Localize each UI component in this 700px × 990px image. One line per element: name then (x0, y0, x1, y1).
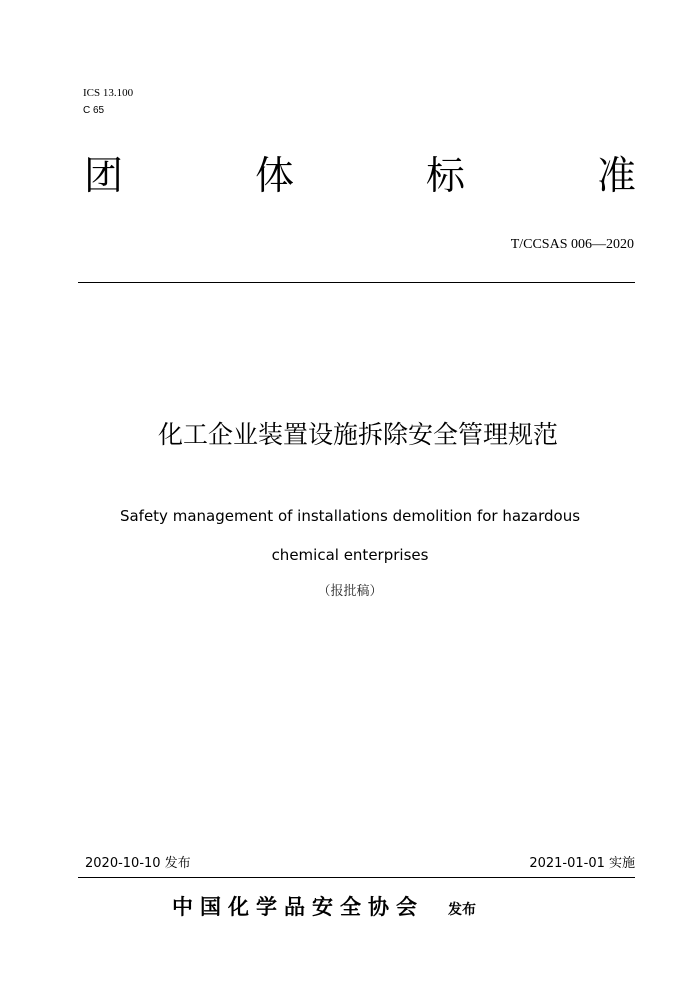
standard-number: T/CCSAS 006—2020 (510, 237, 634, 252)
heading-char: 团 (84, 154, 124, 199)
draft-status-note: （报批稿） (317, 584, 383, 599)
heading-char: 体 (254, 154, 294, 199)
issue-date: 2020-10-10 发布 (85, 856, 191, 871)
heading-char: 标 (425, 154, 465, 199)
publisher-line (172, 893, 476, 921)
document-title-chinese: 化工企业装置设施拆除安全管理规范 (157, 420, 558, 449)
publish-label: 发布 (448, 902, 476, 918)
top-divider (78, 282, 635, 283)
document-title-english-line1: Safety management of installations demolition for hazardous (119, 507, 581, 525)
document-title-english-line2: chemical enterprises (271, 546, 429, 564)
publisher-name: 中国化学品安全协会 (172, 895, 424, 919)
ics-code: ICS 13.100 (83, 87, 134, 99)
ccs-code: C 65 (83, 105, 105, 116)
implementation-date: 2021-01-01 实施 (529, 856, 635, 871)
standard-type-heading (84, 153, 636, 201)
bottom-divider (78, 877, 635, 878)
heading-char: 准 (596, 154, 636, 199)
